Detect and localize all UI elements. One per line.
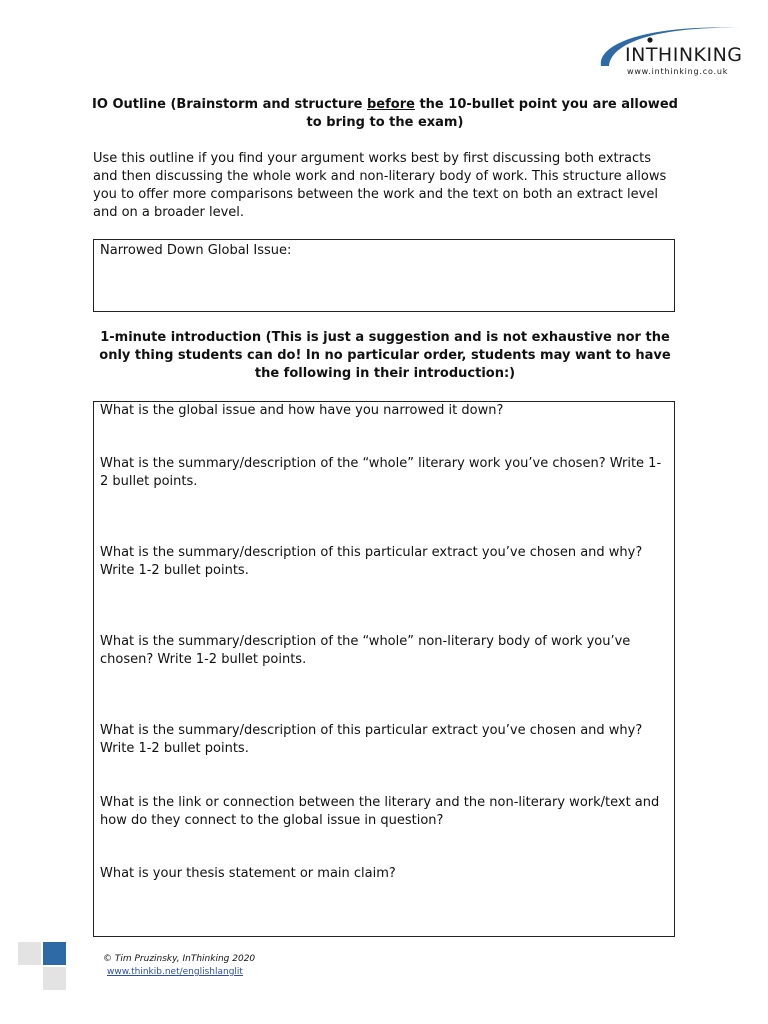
intro-paragraph: Use this outline if you find your argument works best by first discussing both extracts and then discussing the whole work and non-literary body of work. This structure allows you to offer more comparisons between the work and the text on both an extract level and on a broader level. [93, 151, 667, 220]
question-non-literary-work-summary: What is the summary/description of the “whole” non-literary body of work you’ve chosen? Write 1-2 bullet points. [100, 634, 631, 667]
inthinking-logo [597, 22, 745, 82]
section-heading: 1-minute introduction (This is just a suggestion and is not exhaustive nor the only thing students can do! In no particular order, students may want to have the following in their introduction:) [99, 330, 671, 381]
footer-decor-square-blue [43, 942, 66, 965]
question-link-connection: What is the link or connection between the literary and the non-literary work/text and how do they connect to the global issue in question? [100, 795, 660, 828]
global-issue-box[interactable] [93, 239, 675, 312]
title-part-1: IO Outline (Brainstorm and structure [92, 97, 367, 112]
title-underlined-word: before [367, 97, 415, 112]
page-title [90, 96, 680, 132]
question-literary-extract-summary: What is the summary/description of this particular extract you’ve chosen and why? Write 1-2 bullet points. [100, 545, 643, 578]
introduction-questions-box[interactable] [93, 401, 675, 937]
logo-wordmark: INTHINKING [625, 44, 743, 66]
question-literary-work-summary: What is the summary/description of the “whole” literary work you’ve chosen? Write 1-2 bullet points. [100, 456, 662, 489]
question-non-literary-extract-summary: What is the summary/description of this particular extract you’ve chosen and why? Write 1-2 bullet points. [100, 723, 643, 756]
footer-link[interactable]: www.thinkib.net/englishlanglit [107, 967, 243, 977]
footer-decor-square [43, 967, 66, 990]
question-thesis: What is your thesis statement or main claim? [100, 866, 396, 881]
global-issue-label: Narrowed Down Global Issue: [100, 243, 292, 258]
footer-decor-square [18, 942, 41, 965]
footer-copyright: © Tim Pruzinsky, InThinking 2020 [103, 954, 256, 964]
title-part-2: the 10-bullet point you are allowed to bring to the exam) [306, 97, 678, 130]
question-global-issue: What is the global issue and how have you narrowed it down? [100, 403, 504, 418]
logo-url: www.inthinking.co.uk [627, 67, 729, 76]
